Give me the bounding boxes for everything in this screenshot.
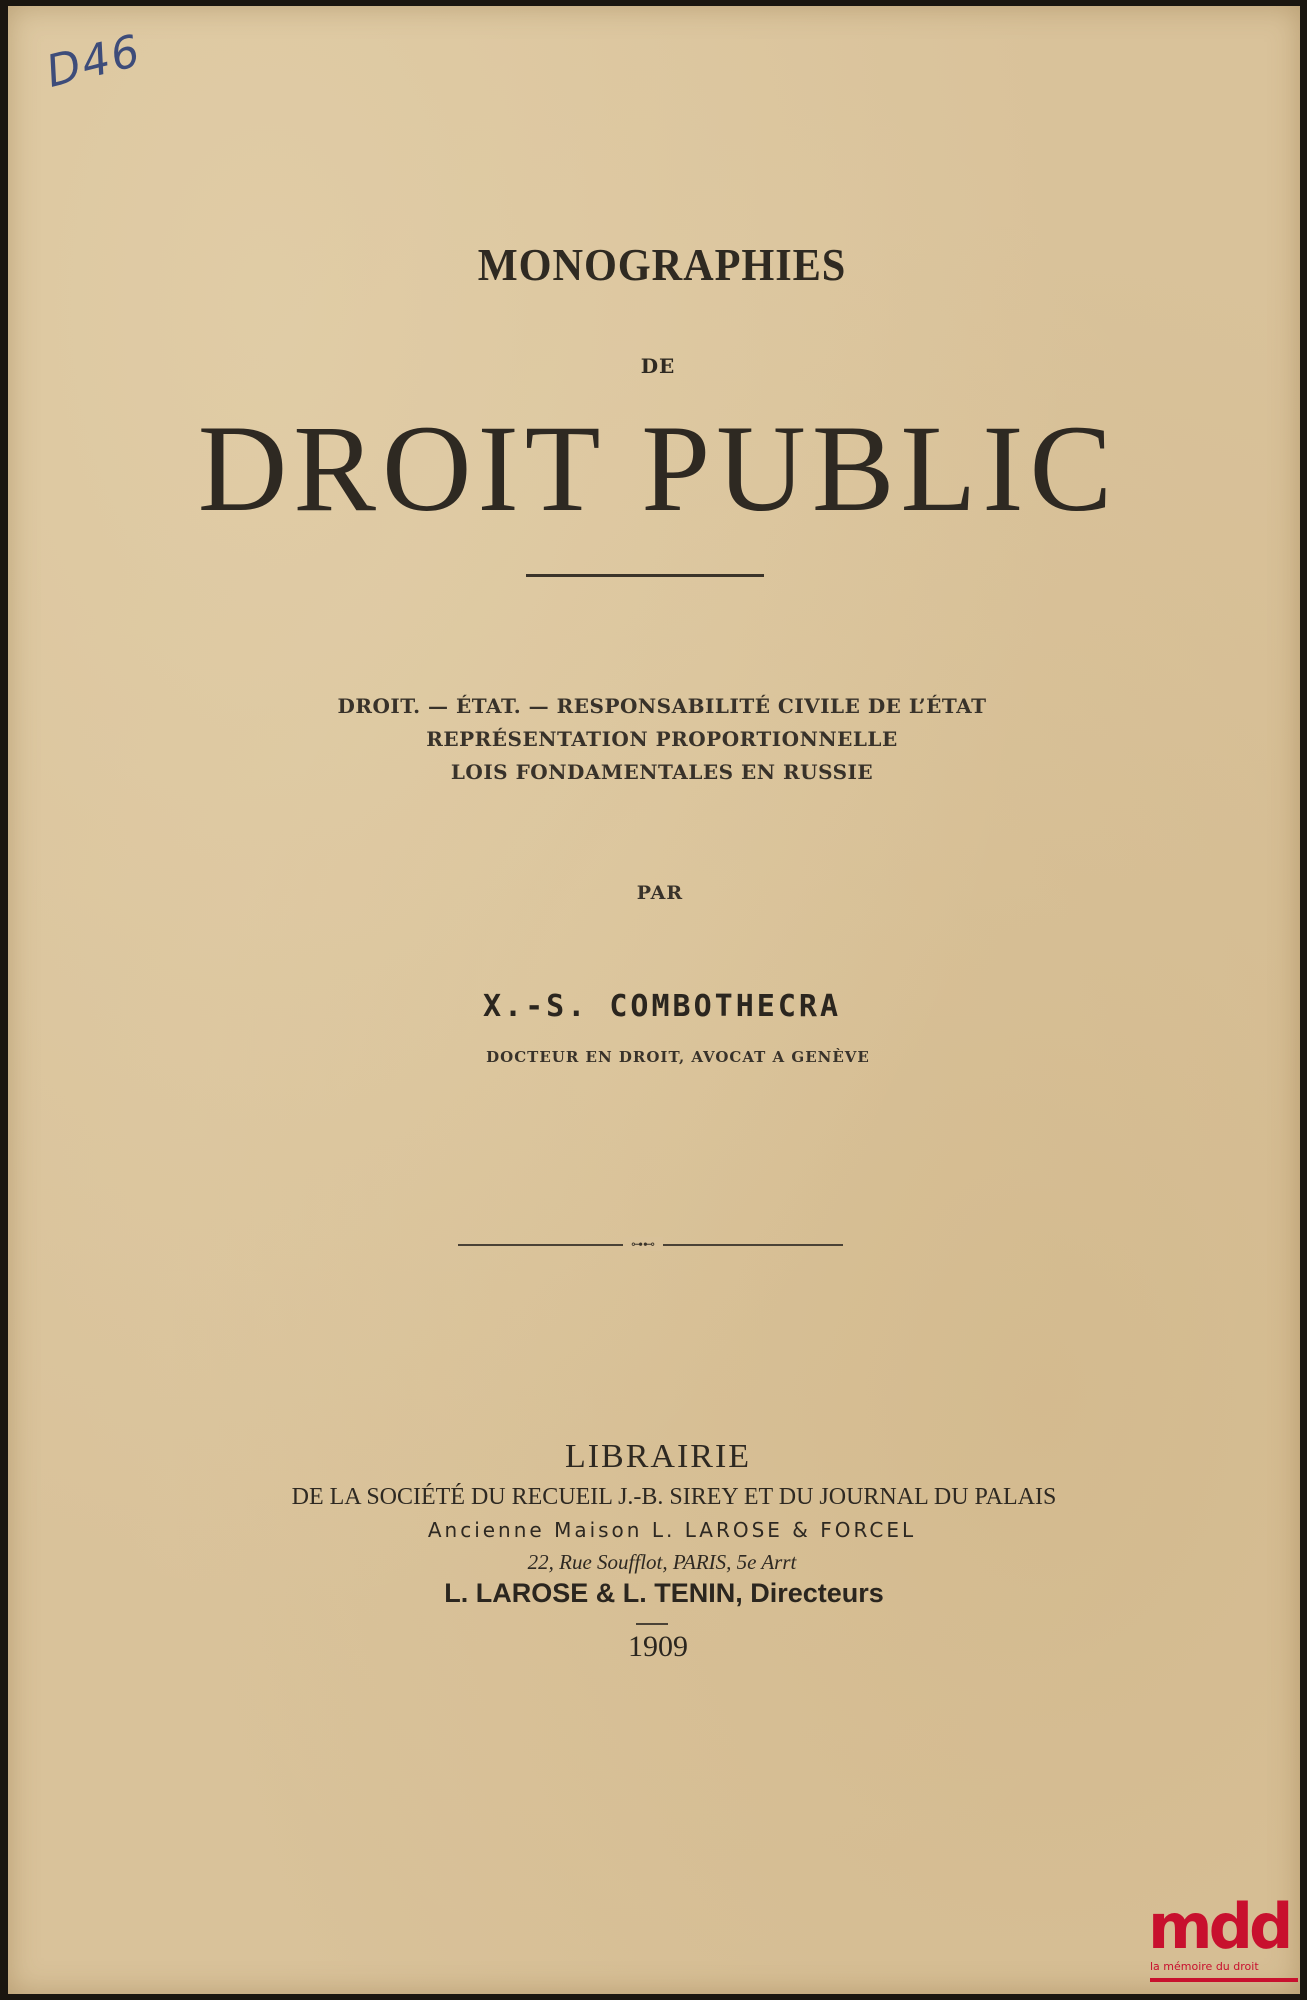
publisher-directors: L. LAROSE & L. TENIN, Directeurs xyxy=(444,1578,884,1608)
series-title: MONOGRAPHIES xyxy=(477,239,847,290)
mdd-logo-bar xyxy=(1150,1978,1298,1982)
subject-list xyxy=(16,690,1307,789)
author-description: DOCTEUR EN DROIT, AVOCAT A GENÈVE xyxy=(486,1048,870,1066)
handwritten-shelf-mark: D46 xyxy=(41,25,147,98)
mdd-logo-tagline: la mémoire du droit xyxy=(1150,1960,1259,1973)
subject-line-2: REPRÉSENTATION PROPORTIONNELLE xyxy=(426,727,898,751)
subject-line-3: LOIS FONDAMENTALES EN RUSSIE xyxy=(450,760,874,784)
publication-year: 1909 xyxy=(628,1630,688,1663)
main-title: DROIT PUBLIC xyxy=(197,400,1119,537)
publisher-full-name: DE LA SOCIÉTÉ DU RECUEIL J.-B. SIREY ET DU JOURNAL DU PALAIS xyxy=(291,1484,1057,1510)
series-preposition: DE xyxy=(640,354,676,378)
book-cover-page xyxy=(8,6,1300,1994)
subject-line-1: DROIT. — ÉTAT. — RESPONSABILITÉ CIVILE DE L’ÉTAT xyxy=(337,694,987,718)
author-name: X.-S. COMBOTHECRA xyxy=(482,989,842,1024)
publisher-former-house: Ancienne Maison L. LAROSE & FORCEL xyxy=(427,1518,917,1542)
by-label: PAR xyxy=(636,882,684,904)
publisher-name: LIBRAIRIE xyxy=(564,1438,752,1475)
publisher-address: 22, Rue Soufflot, PARIS, 5e Arrt xyxy=(527,1550,797,1574)
title-divider xyxy=(526,574,764,577)
ornament-icon: ⊶⊷ xyxy=(623,1237,663,1251)
mdd-logo-letters: mdd xyxy=(1148,1890,1290,1963)
mdd-logo xyxy=(1148,1890,1304,2000)
year-divider xyxy=(636,1623,668,1625)
